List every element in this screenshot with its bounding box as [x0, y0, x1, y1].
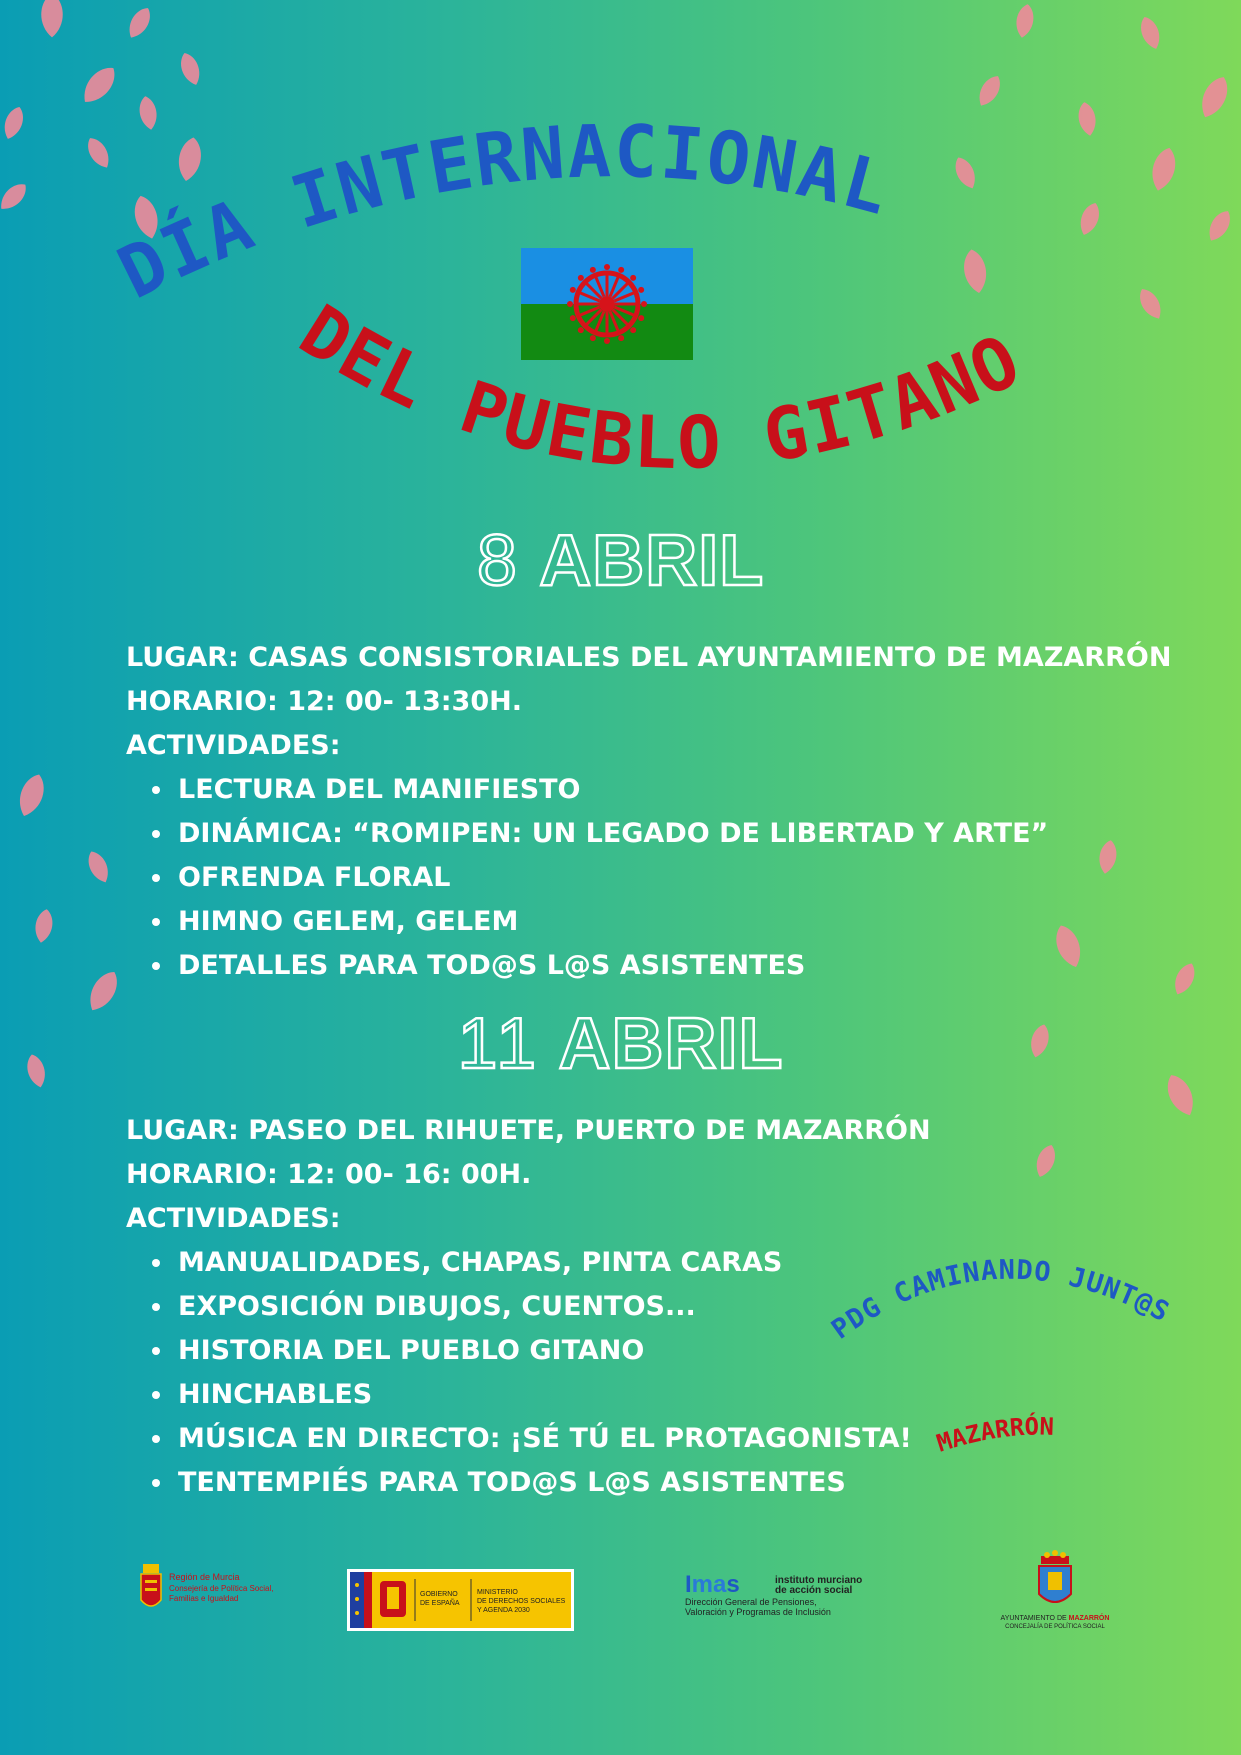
murcia-logo: [133, 1560, 283, 1624]
murcia-logo-line2: Consejería de Política Social,: [169, 1584, 274, 1593]
event1-horario: HORARIO: 12: 00- 13:30H.: [126, 686, 522, 717]
event1-actividades-label: ACTIVIDADES:: [126, 730, 341, 761]
event2-lugar: LUGAR: PASEO DEL RIHUETE, PUERTO DE MAZARRÓN: [126, 1115, 931, 1146]
imas-logo-brand: Imas: [685, 1571, 740, 1598]
gobierno-logo: [347, 1569, 574, 1631]
imas-logo: [683, 1570, 903, 1618]
murcia-logo-line1: Región de Murcia: [169, 1572, 240, 1582]
svg-text:DE ESPAÑA: DE ESPAÑA: [420, 1600, 460, 1607]
town-name: MAZARRÓN: [933, 1412, 1055, 1458]
list-item: HINCHABLES: [178, 1373, 931, 1417]
ayuntamiento-logo-line1: AYUNTAMIENTO DE MAZARRÓN: [1000, 1615, 1110, 1622]
list-item: MÚSICA EN DIRECTO: ¡SÉ TÚ EL PROTAGONISTA!: [178, 1417, 931, 1461]
gobierno-logo-left: GOBIERNO: [420, 1591, 458, 1598]
event2-month: ABRIL: [558, 1004, 784, 1084]
event1-month: ABRIL: [539, 521, 765, 601]
imas-logo-line4: Valoración y Programas de Inclusión: [685, 1607, 831, 1617]
event1-day: 8: [476, 521, 521, 601]
gobierno-logo-right1: MINISTERIO: [477, 1589, 518, 1596]
event2-actividades-label: ACTIVIDADES:: [126, 1203, 341, 1234]
ayuntamiento-logo-line2: CONCEJALÍA DE POLÍTICA SOCIAL: [1005, 1624, 1105, 1630]
list-item: DETALLES PARA TOD@S L@S ASISTENTES: [178, 944, 1171, 988]
ayuntamiento-logo: [985, 1550, 1125, 1630]
imas-logo-line3: Dirección General de Pensiones,: [685, 1597, 817, 1607]
murcia-logo-line3: Familias e Igualdad: [169, 1594, 239, 1603]
list-item: HIMNO GELEM, GELEM: [178, 900, 1171, 944]
list-item: LECTURA DEL MANIFIESTO: [178, 768, 1171, 812]
list-item: HISTORIA DEL PUEBLO GITANO: [178, 1329, 931, 1373]
event1-lugar: LUGAR: CASAS CONSISTORIALES DEL AYUNTAMIENTO DE MAZARRÓN: [126, 642, 1172, 673]
event2-day: 11: [457, 1004, 541, 1084]
title-line1: DÍA INTERNACIONAL: [105, 108, 900, 315]
imas-logo-line1: instituto murciano: [775, 1575, 863, 1586]
gobierno-logo-right3: Y AGENDA 2030: [477, 1607, 530, 1614]
imas-logo-line2: de acción social: [775, 1585, 853, 1596]
event2-horario: HORARIO: 12: 00- 16: 00H.: [126, 1159, 532, 1190]
list-item: TENTEMPIÉS PARA TOD@S L@S ASISTENTES: [178, 1461, 931, 1505]
title-line2: DEL PUEBLO GITANO: [285, 288, 1034, 486]
list-item: MANUALIDADES, CHAPAS, PINTA CARAS: [178, 1241, 931, 1285]
list-item: OFRENDA FLORAL: [178, 856, 1171, 900]
pdg-slogan: PDG CAMINANDO JUNT@S: [826, 1254, 1175, 1346]
list-item: DINÁMICA: “ROMIPEN: UN LEGADO DE LIBERTAD Y ARTE”: [178, 812, 1171, 856]
gobierno-logo-right2: DE DERECHOS SOCIALES: [477, 1598, 566, 1605]
list-item: EXPOSICIÓN DIBUJOS, CUENTOS...: [178, 1285, 931, 1329]
